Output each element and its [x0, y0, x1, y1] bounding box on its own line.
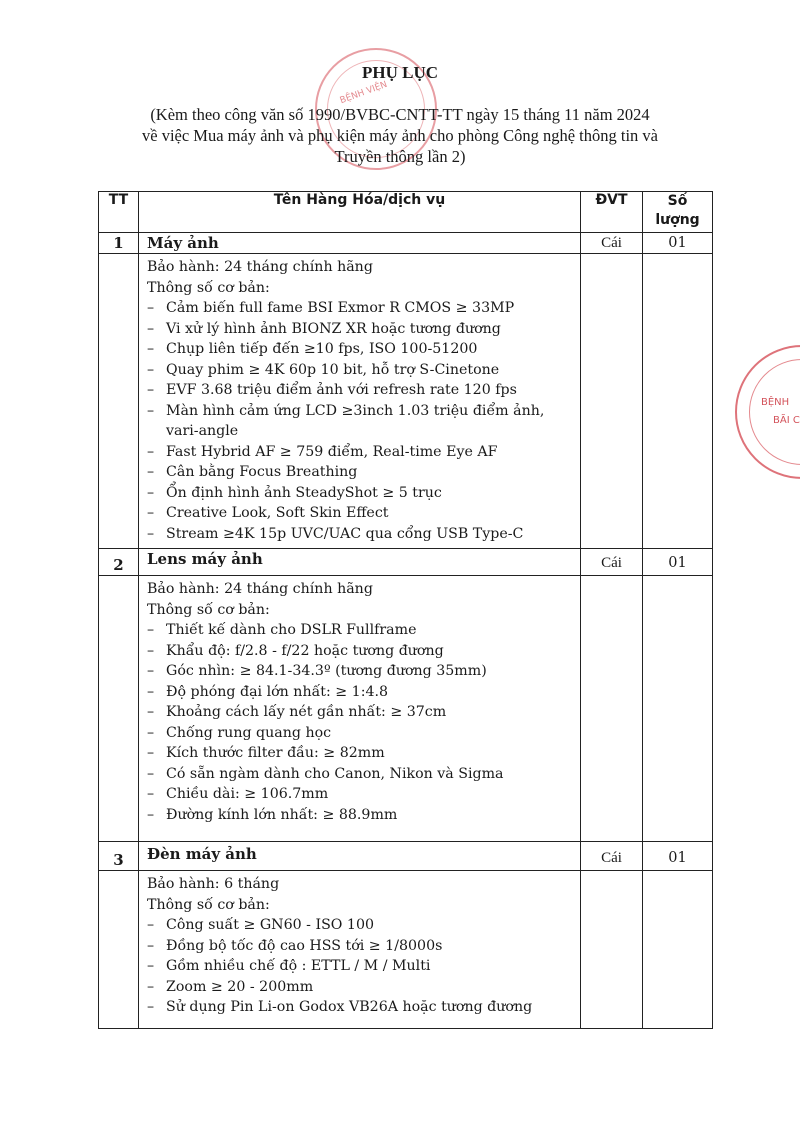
table-row-item [99, 549, 713, 576]
spec-item: – Đồng bộ tốc độ cao HSS tới ≥ 1/8000s [147, 937, 443, 954]
stamp-side-text-2: BÃI C [773, 415, 800, 426]
header-quantity-line1: Số [667, 193, 688, 209]
item-unit: Cái [581, 842, 643, 871]
warranty-text: Bảo hành: 24 tháng chính hãng [147, 259, 373, 275]
spec-item-continuation: vari-angle [166, 423, 239, 439]
spec-item: – Chụp liên tiếp đến ≥10 fps, ISO 100-51200 [147, 341, 478, 357]
spec-item: – Ổn định hình ảnh SteadyShot ≥ 5 trục [147, 484, 442, 501]
stamp-top-text: BỆNH VIỆN [338, 79, 389, 107]
appendix-subtitle [60, 104, 740, 167]
spec-item: – Chiều dài: ≥ 106.7mm [147, 786, 329, 802]
spec-item: – EVF 3.68 triệu điểm ảnh với refresh rate 120 fps [147, 382, 517, 398]
header-unit: ĐVT [581, 192, 643, 233]
empty-cell [581, 254, 643, 549]
spec-item: – Khoảng cách lấy nét gần nhất: ≥ 37cm [147, 704, 447, 720]
item-name: Lens máy ảnh [139, 549, 581, 576]
table-row-details [99, 576, 713, 842]
table-row-details [99, 871, 713, 1029]
spec-heading: Thông số cơ bản: [147, 601, 270, 618]
spec-item: – Creative Look, Soft Skin Effect [147, 505, 389, 521]
spec-item: – Khẩu độ: f/2.8 - f/22 hoặc tương đương [147, 642, 444, 659]
spec-list [147, 620, 576, 825]
item-details [139, 576, 581, 842]
empty-cell [99, 254, 139, 549]
stamp-ring [749, 359, 800, 465]
spec-item: – Màn hình cảm ứng LCD ≥3inch 1.03 triệu điểm ảnh, [147, 402, 545, 419]
table-row-item [99, 842, 713, 871]
stamp-side-text-1: BỆNH [761, 397, 790, 408]
subtitle-line: về việc Mua máy ảnh và phụ kiện máy ảnh cho phòng Công nghệ thông tin và [142, 126, 658, 145]
table-row-details [99, 254, 713, 549]
spec-item: – Thiết kế dành cho DSLR Fullframe [147, 622, 417, 638]
spec-item: – Stream ≥4K 15p UVC/UAC qua cổng USB Type-C [147, 525, 524, 542]
empty-cell [643, 254, 713, 549]
spec-item: – Góc nhìn: ≥ 84.1-34.3º (tương đương 35mm) [147, 663, 487, 679]
spec-heading: Thông số cơ bản: [147, 896, 270, 913]
item-unit: Cái [581, 549, 643, 576]
spec-item: – Zoom ≥ 20 - 200mm [147, 978, 314, 995]
empty-cell [643, 576, 713, 842]
spec-item: – Có sẵn ngàm dành cho Canon, Nikon và Sigma [147, 765, 504, 782]
spec-item: – Kích thước filter đầu: ≥ 82mm [147, 745, 385, 761]
spec-item: – Cân bằng Focus Breathing [147, 464, 358, 480]
item-name: Máy ảnh [139, 233, 581, 254]
equipment-table [98, 191, 713, 1029]
item-number: 3 [99, 842, 139, 871]
item-number: 1 [99, 233, 139, 254]
spec-list [147, 298, 576, 544]
empty-cell [99, 576, 139, 842]
empty-cell [581, 576, 643, 842]
spec-item: – Quay phim ≥ 4K 60p 10 bit, hỗ trợ S-Cinetone [147, 361, 500, 378]
item-details [139, 871, 581, 1029]
empty-cell [643, 871, 713, 1029]
header-quantity [643, 192, 713, 233]
spec-item: – Chống rung quang học [147, 724, 332, 741]
warranty-text: Bảo hành: 6 tháng [147, 876, 280, 892]
spec-item: – Công suất ≥ GN60 - ISO 100 [147, 917, 375, 933]
item-number: 2 [99, 549, 139, 576]
spec-item: – Đường kính lớn nhất: ≥ 88.9mm [147, 806, 398, 823]
item-details [139, 254, 581, 549]
item-unit: Cái [581, 233, 643, 254]
spec-item: – Độ phóng đại lớn nhất: ≥ 1:4.8 [147, 683, 389, 700]
spec-list [147, 915, 576, 1018]
spec-item: – Gồm nhiều chế độ : ETTL / M / Multi [147, 958, 431, 974]
item-quantity: 01 [643, 233, 713, 254]
item-quantity: 01 [643, 549, 713, 576]
item-name: Đèn máy ảnh [139, 842, 581, 871]
table-header-row [99, 192, 713, 233]
header-tt: TT [99, 192, 139, 233]
spec-item: – Fast Hybrid AF ≥ 759 điểm, Real-time Eye AF [147, 443, 498, 460]
empty-cell [99, 871, 139, 1029]
appendix-title: PHỤ LỤC [361, 63, 439, 82]
official-stamp-side [735, 345, 800, 479]
header-name: Tên Hàng Hóa/dịch vụ [139, 192, 581, 233]
spec-item: – Cảm biến full fame BSI Exmor R CMOS ≥ 33MP [147, 300, 515, 316]
spec-item: – Vi xử lý hình ảnh BIONZ XR hoặc tương đương [147, 320, 501, 337]
warranty-text: Bảo hành: 24 tháng chính hãng [147, 581, 373, 597]
header-quantity-line2: lượng [655, 212, 700, 228]
table-row-item [99, 233, 713, 254]
empty-cell [581, 871, 643, 1029]
subtitle-line: (Kèm theo công văn số 1990/BVBC-CNTT-TT ngày 15 tháng 11 năm 2024 [150, 105, 650, 124]
subtitle-line: Truyền thông lần 2) [334, 147, 466, 166]
spec-item: – Sử dụng Pin Li-on Godox VB26A hoặc tương đương [147, 999, 533, 1015]
item-quantity: 01 [643, 842, 713, 871]
spec-heading: Thông số cơ bản: [147, 279, 270, 296]
